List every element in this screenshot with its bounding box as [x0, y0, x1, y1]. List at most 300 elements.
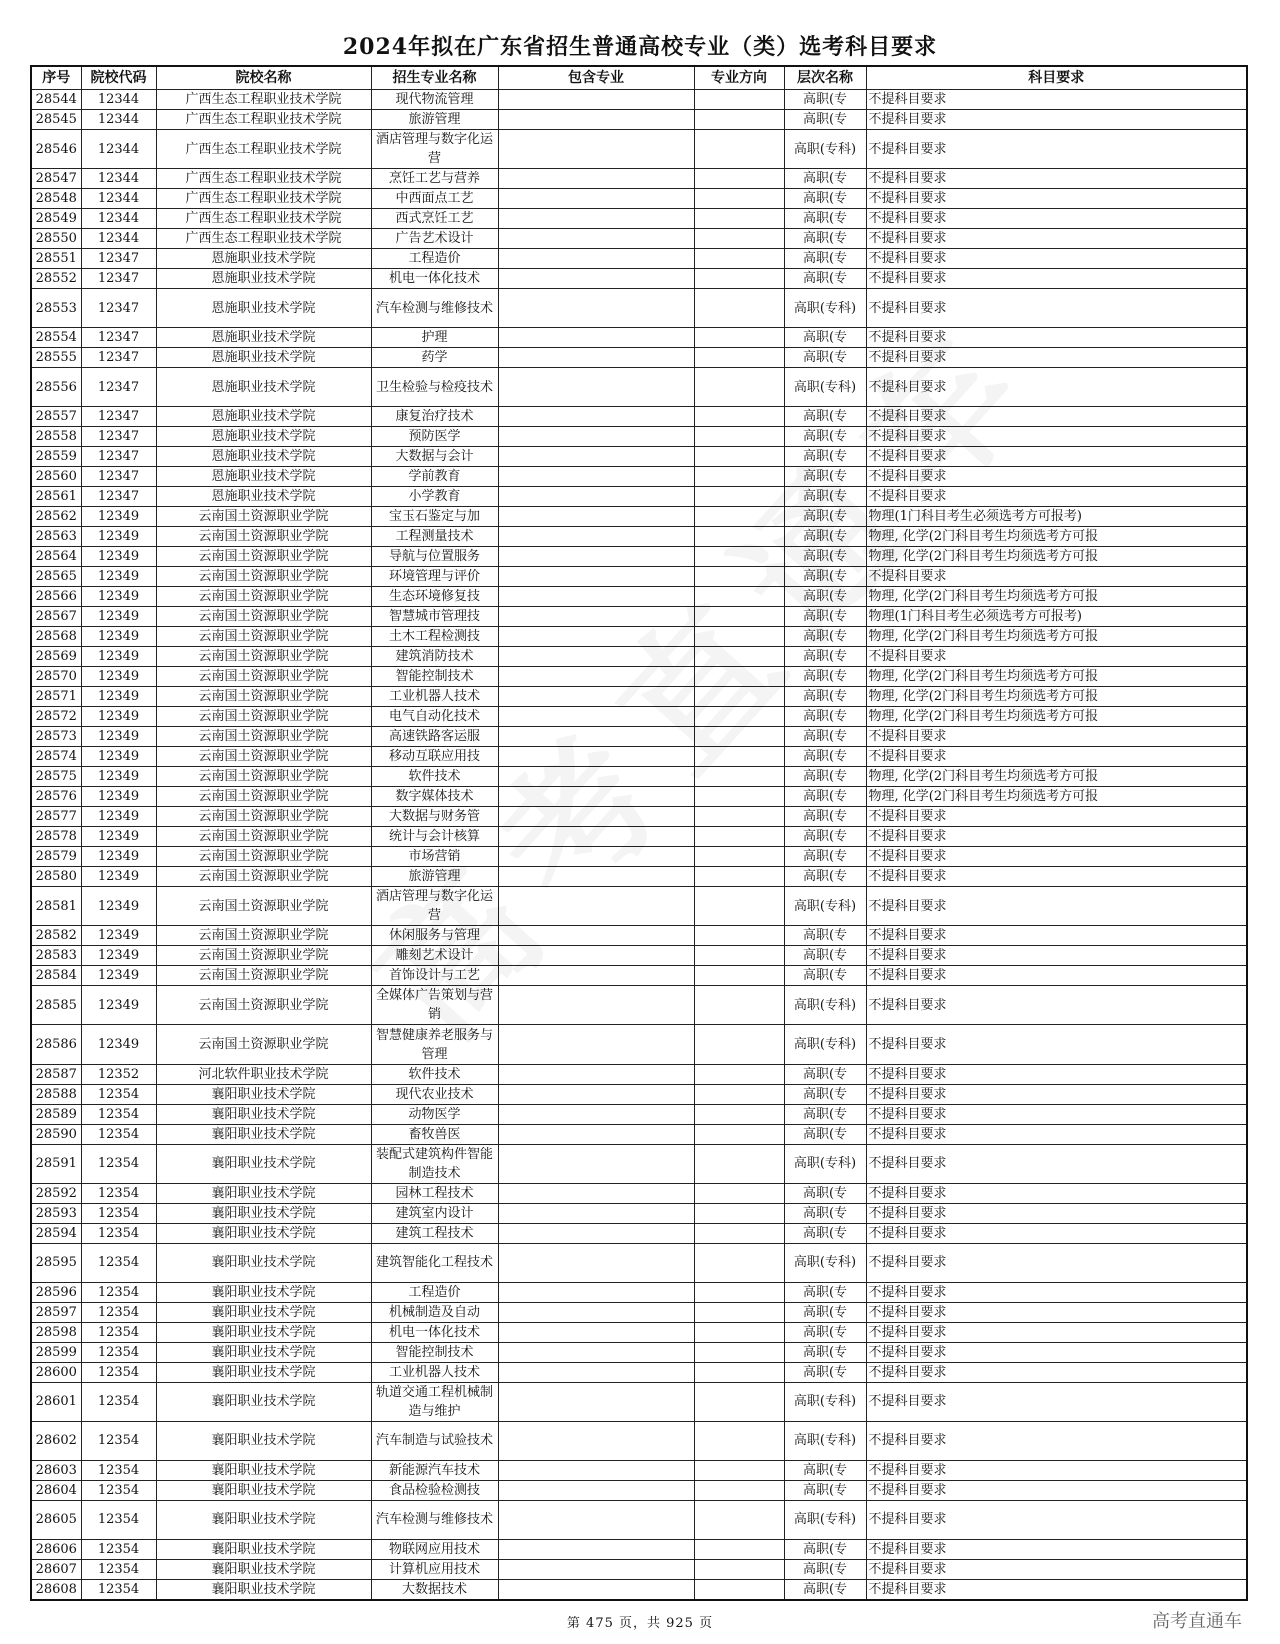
- cell-major-name: 动物医学: [371, 1104, 498, 1124]
- cell-major-direction: [694, 926, 784, 946]
- cell-seq: 28594: [31, 1223, 81, 1243]
- cell-seq: 28551: [31, 249, 81, 269]
- cell-included-majors: [498, 1382, 694, 1421]
- cell-seq: 28553: [31, 289, 81, 328]
- cell-level: 高职(专: [784, 747, 866, 767]
- cell-school-name: 广西生态工程职业技术学院: [156, 130, 371, 169]
- cell-school-name: 恩施职业技术学院: [156, 289, 371, 328]
- cell-major-name: 现代物流管理: [371, 90, 498, 110]
- table-row: [31, 647, 1247, 667]
- cell-school-code: 12347: [81, 407, 156, 427]
- cell-major-name: 软件技术: [371, 767, 498, 787]
- cell-level: 高职(专: [784, 90, 866, 110]
- cell-included-majors: [498, 328, 694, 348]
- cell-major-direction: [694, 1203, 784, 1223]
- cell-subject-requirement: 不提科目要求: [866, 1223, 1247, 1243]
- cell-school-name: 襄阳职业技术学院: [156, 1223, 371, 1243]
- table-row: [31, 189, 1247, 209]
- requirements-table: [30, 65, 1248, 1601]
- cell-major-direction: [694, 1183, 784, 1203]
- cell-major-direction: [694, 1322, 784, 1342]
- cell-subject-requirement: 不提科目要求: [866, 986, 1247, 1025]
- cell-major-direction: [694, 1421, 784, 1460]
- header-included-majors: 包含专业: [498, 66, 694, 90]
- cell-subject-requirement: 不提科目要求: [866, 847, 1247, 867]
- cell-level: 高职(专: [784, 507, 866, 527]
- cell-subject-requirement: 不提科目要求: [866, 1421, 1247, 1460]
- cell-major-direction: [694, 209, 784, 229]
- table-row: [31, 348, 1247, 368]
- cell-school-code: 12349: [81, 607, 156, 627]
- cell-seq: 28561: [31, 487, 81, 507]
- cell-major-name: 康复治疗技术: [371, 407, 498, 427]
- cell-school-code: 12349: [81, 1025, 156, 1064]
- cell-major-name: 智能控制技术: [371, 667, 498, 687]
- cell-major-direction: [694, 807, 784, 827]
- cell-included-majors: [498, 747, 694, 767]
- cell-school-name: 云南国土资源职业学院: [156, 607, 371, 627]
- cell-school-code: 12354: [81, 1322, 156, 1342]
- cell-school-name: 云南国土资源职业学院: [156, 727, 371, 747]
- cell-level: 高职(专科): [784, 1025, 866, 1064]
- cell-major-name: 工程测量技术: [371, 527, 498, 547]
- table-row: [31, 328, 1247, 348]
- header-major-name: 招生专业名称: [371, 66, 498, 90]
- cell-major-direction: [694, 1084, 784, 1104]
- cell-major-name: 建筑室内设计: [371, 1203, 498, 1223]
- cell-school-name: 襄阳职业技术学院: [156, 1460, 371, 1480]
- cell-included-majors: [498, 767, 694, 787]
- cell-school-name: 恩施职业技术学院: [156, 368, 371, 407]
- cell-major-direction: [694, 707, 784, 727]
- table-row: [31, 1025, 1247, 1064]
- cell-school-name: 恩施职业技术学院: [156, 249, 371, 269]
- table-row: [31, 847, 1247, 867]
- cell-included-majors: [498, 189, 694, 209]
- cell-school-name: 襄阳职业技术学院: [156, 1144, 371, 1183]
- cell-subject-requirement: 物理(1门科目考生必须选考方可报考): [866, 507, 1247, 527]
- cell-major-name: 酒店管理与数字化运营: [371, 130, 498, 169]
- cell-major-direction: [694, 827, 784, 847]
- cell-major-direction: [694, 348, 784, 368]
- cell-major-direction: [694, 169, 784, 189]
- cell-subject-requirement: 不提科目要求: [866, 1480, 1247, 1500]
- cell-major-name: 药学: [371, 348, 498, 368]
- table-row: [31, 727, 1247, 747]
- cell-major-name: 大数据与财务管: [371, 807, 498, 827]
- table-row: [31, 1223, 1247, 1243]
- cell-seq: 28555: [31, 348, 81, 368]
- cell-school-code: 12347: [81, 289, 156, 328]
- cell-major-direction: [694, 1342, 784, 1362]
- cell-subject-requirement: 不提科目要求: [866, 1084, 1247, 1104]
- cell-included-majors: [498, 847, 694, 867]
- table-row: [31, 1183, 1247, 1203]
- cell-school-code: 12349: [81, 567, 156, 587]
- cell-seq: 28608: [31, 1580, 81, 1601]
- cell-school-name: 云南国土资源职业学院: [156, 966, 371, 986]
- cell-level: 高职(专: [784, 348, 866, 368]
- cell-level: 高职(专科): [784, 887, 866, 926]
- cell-included-majors: [498, 1540, 694, 1560]
- cell-school-code: 12349: [81, 966, 156, 986]
- cell-seq: 28568: [31, 627, 81, 647]
- cell-seq: 28559: [31, 447, 81, 467]
- cell-school-code: 12349: [81, 707, 156, 727]
- cell-major-name: 软件技术: [371, 1064, 498, 1084]
- cell-included-majors: [498, 1362, 694, 1382]
- cell-level: 高职(专: [784, 1223, 866, 1243]
- cell-school-name: 广西生态工程职业技术学院: [156, 209, 371, 229]
- cell-school-name: 襄阳职业技术学院: [156, 1183, 371, 1203]
- cell-level: 高职(专: [784, 527, 866, 547]
- cell-major-name: 物联网应用技术: [371, 1540, 498, 1560]
- cell-major-name: 广告艺术设计: [371, 229, 498, 249]
- table-row: [31, 1580, 1247, 1601]
- cell-included-majors: [498, 1124, 694, 1144]
- cell-level: 高职(专: [784, 926, 866, 946]
- cell-major-name: 全媒体广告策划与营销: [371, 986, 498, 1025]
- cell-subject-requirement: 不提科目要求: [866, 946, 1247, 966]
- cell-school-code: 12349: [81, 627, 156, 647]
- cell-school-code: 12349: [81, 926, 156, 946]
- cell-school-code: 12349: [81, 547, 156, 567]
- cell-school-name: 云南国土资源职业学院: [156, 587, 371, 607]
- cell-included-majors: [498, 1025, 694, 1064]
- cell-school-code: 12349: [81, 946, 156, 966]
- cell-included-majors: [498, 587, 694, 607]
- cell-included-majors: [498, 607, 694, 627]
- cell-major-name: 宝玉石鉴定与加: [371, 507, 498, 527]
- cell-school-name: 云南国土资源职业学院: [156, 767, 371, 787]
- cell-seq: 28566: [31, 587, 81, 607]
- table-row: [31, 527, 1247, 547]
- table-row: [31, 707, 1247, 727]
- cell-level: 高职(专: [784, 647, 866, 667]
- cell-school-name: 恩施职业技术学院: [156, 328, 371, 348]
- cell-subject-requirement: 不提科目要求: [866, 1362, 1247, 1382]
- cell-school-code: 12344: [81, 90, 156, 110]
- cell-subject-requirement: 不提科目要求: [866, 887, 1247, 926]
- cell-school-name: 襄阳职业技术学院: [156, 1382, 371, 1421]
- cell-major-name: 护理: [371, 328, 498, 348]
- cell-seq: 28581: [31, 887, 81, 926]
- cell-seq: 28597: [31, 1302, 81, 1322]
- cell-major-name: 工程造价: [371, 1282, 498, 1302]
- table-row: [31, 627, 1247, 647]
- cell-school-name: 云南国土资源职业学院: [156, 946, 371, 966]
- cell-school-code: 12354: [81, 1243, 156, 1282]
- cell-level: 高职(专: [784, 827, 866, 847]
- table-header-row: [31, 66, 1247, 90]
- cell-level: 高职(专: [784, 407, 866, 427]
- cell-school-name: 襄阳职业技术学院: [156, 1104, 371, 1124]
- cell-subject-requirement: 不提科目要求: [866, 926, 1247, 946]
- cell-seq: 28599: [31, 1342, 81, 1362]
- cell-included-majors: [498, 1203, 694, 1223]
- cell-major-direction: [694, 328, 784, 348]
- cell-level: 高职(专: [784, 1203, 866, 1223]
- cell-level: 高职(专科): [784, 1382, 866, 1421]
- cell-included-majors: [498, 130, 694, 169]
- table-row: [31, 1362, 1247, 1382]
- cell-major-name: 食品检验检测技: [371, 1480, 498, 1500]
- cell-major-name: 环境管理与评价: [371, 567, 498, 587]
- cell-subject-requirement: 不提科目要求: [866, 447, 1247, 467]
- cell-school-code: 12354: [81, 1460, 156, 1480]
- cell-school-name: 河北软件职业技术学院: [156, 1064, 371, 1084]
- cell-subject-requirement: 不提科目要求: [866, 169, 1247, 189]
- cell-included-majors: [498, 1322, 694, 1342]
- cell-seq: 28602: [31, 1421, 81, 1460]
- cell-subject-requirement: 不提科目要求: [866, 1144, 1247, 1183]
- cell-seq: 28596: [31, 1282, 81, 1302]
- cell-school-name: 恩施职业技术学院: [156, 407, 371, 427]
- cell-major-direction: [694, 667, 784, 687]
- cell-included-majors: [498, 807, 694, 827]
- table-row: [31, 1243, 1247, 1282]
- cell-school-code: 12354: [81, 1540, 156, 1560]
- cell-included-majors: [498, 289, 694, 328]
- cell-school-code: 12347: [81, 348, 156, 368]
- cell-school-name: 襄阳职业技术学院: [156, 1302, 371, 1322]
- table-row: [31, 787, 1247, 807]
- table-row: [31, 986, 1247, 1025]
- table-row: [31, 130, 1247, 169]
- cell-school-name: 云南国土资源职业学院: [156, 887, 371, 926]
- cell-school-name: 云南国土资源职业学院: [156, 827, 371, 847]
- cell-school-name: 云南国土资源职业学院: [156, 527, 371, 547]
- cell-subject-requirement: 不提科目要求: [866, 647, 1247, 667]
- cell-school-name: 云南国土资源职业学院: [156, 567, 371, 587]
- table-row: [31, 807, 1247, 827]
- cell-level: 高职(专: [784, 867, 866, 887]
- cell-major-name: 汽车检测与维修技术: [371, 1500, 498, 1539]
- cell-major-direction: [694, 1124, 784, 1144]
- cell-school-name: 云南国土资源职业学院: [156, 667, 371, 687]
- cell-school-code: 12349: [81, 867, 156, 887]
- cell-major-name: 园林工程技术: [371, 1183, 498, 1203]
- table-row: [31, 547, 1247, 567]
- cell-seq: 28580: [31, 867, 81, 887]
- cell-major-direction: [694, 1064, 784, 1084]
- cell-seq: 28572: [31, 707, 81, 727]
- cell-subject-requirement: 物理(1门科目考生必须选考方可报考): [866, 607, 1247, 627]
- cell-school-code: 12354: [81, 1342, 156, 1362]
- table-row: [31, 687, 1247, 707]
- cell-included-majors: [498, 269, 694, 289]
- cell-included-majors: [498, 547, 694, 567]
- table-row: [31, 767, 1247, 787]
- cell-seq: 28575: [31, 767, 81, 787]
- cell-school-code: 12347: [81, 467, 156, 487]
- cell-subject-requirement: 不提科目要求: [866, 1322, 1247, 1342]
- cell-seq: 28558: [31, 427, 81, 447]
- cell-seq: 28554: [31, 328, 81, 348]
- cell-level: 高职(专: [784, 547, 866, 567]
- cell-included-majors: [498, 567, 694, 587]
- header-level: 层次名称: [784, 66, 866, 90]
- cell-major-direction: [694, 289, 784, 328]
- cell-school-code: 12354: [81, 1223, 156, 1243]
- cell-seq: 28588: [31, 1084, 81, 1104]
- table-row: [31, 946, 1247, 966]
- cell-level: 高职(专: [784, 1560, 866, 1580]
- cell-subject-requirement: 不提科目要求: [866, 1124, 1247, 1144]
- cell-major-direction: [694, 1460, 784, 1480]
- cell-school-name: 恩施职业技术学院: [156, 467, 371, 487]
- cell-major-name: 大数据技术: [371, 1580, 498, 1601]
- table-row: [31, 1144, 1247, 1183]
- cell-seq: 28546: [31, 130, 81, 169]
- cell-seq: 28601: [31, 1382, 81, 1421]
- cell-included-majors: [498, 1421, 694, 1460]
- cell-school-code: 12347: [81, 368, 156, 407]
- cell-subject-requirement: 不提科目要求: [866, 487, 1247, 507]
- cell-subject-requirement: 不提科目要求: [866, 1243, 1247, 1282]
- cell-school-code: 12347: [81, 269, 156, 289]
- cell-school-name: 襄阳职业技术学院: [156, 1421, 371, 1460]
- cell-school-name: 襄阳职业技术学院: [156, 1124, 371, 1144]
- cell-level: 高职(专: [784, 767, 866, 787]
- cell-seq: 28545: [31, 110, 81, 130]
- cell-school-name: 云南国土资源职业学院: [156, 627, 371, 647]
- header-subject-requirement: 科目要求: [866, 66, 1247, 90]
- cell-major-direction: [694, 647, 784, 667]
- cell-level: 高职(专科): [784, 289, 866, 328]
- cell-seq: 28578: [31, 827, 81, 847]
- cell-major-direction: [694, 1560, 784, 1580]
- cell-major-name: 中西面点工艺: [371, 189, 498, 209]
- cell-major-direction: [694, 787, 784, 807]
- cell-subject-requirement: 不提科目要求: [866, 966, 1247, 986]
- cell-school-name: 恩施职业技术学院: [156, 487, 371, 507]
- cell-seq: 28595: [31, 1243, 81, 1282]
- cell-subject-requirement: 物理, 化学(2门科目考生均须选考方可报: [866, 587, 1247, 607]
- cell-school-code: 12349: [81, 847, 156, 867]
- header-seq: 序号: [31, 66, 81, 90]
- cell-level: 高职(专: [784, 169, 866, 189]
- cell-school-name: 广西生态工程职业技术学院: [156, 229, 371, 249]
- cell-included-majors: [498, 1500, 694, 1539]
- cell-major-direction: [694, 747, 784, 767]
- cell-level: 高职(专科): [784, 1500, 866, 1539]
- cell-included-majors: [498, 1342, 694, 1362]
- cell-school-name: 襄阳职业技术学院: [156, 1322, 371, 1342]
- cell-major-name: 高速铁路客运服: [371, 727, 498, 747]
- cell-subject-requirement: 不提科目要求: [866, 1460, 1247, 1480]
- cell-major-direction: [694, 1144, 784, 1183]
- cell-major-direction: [694, 547, 784, 567]
- cell-seq: 28574: [31, 747, 81, 767]
- cell-subject-requirement: 不提科目要求: [866, 110, 1247, 130]
- cell-major-name: 畜牧兽医: [371, 1124, 498, 1144]
- cell-level: 高职(专: [784, 189, 866, 209]
- cell-level: 高职(专科): [784, 368, 866, 407]
- cell-school-name: 广西生态工程职业技术学院: [156, 189, 371, 209]
- cell-subject-requirement: 不提科目要求: [866, 1183, 1247, 1203]
- cell-included-majors: [498, 1183, 694, 1203]
- table-row: [31, 607, 1247, 627]
- cell-included-majors: [498, 1064, 694, 1084]
- cell-school-name: 云南国土资源职业学院: [156, 847, 371, 867]
- cell-school-code: 12354: [81, 1480, 156, 1500]
- cell-subject-requirement: 物理, 化学(2门科目考生均须选考方可报: [866, 767, 1247, 787]
- cell-included-majors: [498, 1104, 694, 1124]
- table-row: [31, 507, 1247, 527]
- table-row: [31, 1382, 1247, 1421]
- cell-seq: 28582: [31, 926, 81, 946]
- cell-included-majors: [498, 90, 694, 110]
- cell-school-code: 12354: [81, 1560, 156, 1580]
- cell-major-direction: [694, 447, 784, 467]
- cell-major-name: 智慧城市管理技: [371, 607, 498, 627]
- cell-school-name: 襄阳职业技术学院: [156, 1500, 371, 1539]
- table-row: [31, 1322, 1247, 1342]
- cell-included-majors: [498, 487, 694, 507]
- cell-school-code: 12349: [81, 527, 156, 547]
- cell-level: 高职(专: [784, 487, 866, 507]
- cell-seq: 28604: [31, 1480, 81, 1500]
- cell-level: 高职(专: [784, 427, 866, 447]
- cell-major-direction: [694, 467, 784, 487]
- cell-major-name: 建筑工程技术: [371, 1223, 498, 1243]
- cell-school-code: 12349: [81, 587, 156, 607]
- table-row: [31, 667, 1247, 687]
- cell-school-name: 云南国土资源职业学院: [156, 647, 371, 667]
- cell-school-name: 广西生态工程职业技术学院: [156, 110, 371, 130]
- cell-level: 高职(专: [784, 110, 866, 130]
- cell-major-direction: [694, 607, 784, 627]
- cell-major-direction: [694, 368, 784, 407]
- cell-seq: 28570: [31, 667, 81, 687]
- cell-major-direction: [694, 269, 784, 289]
- cell-major-name: 旅游管理: [371, 867, 498, 887]
- cell-seq: 28577: [31, 807, 81, 827]
- cell-major-name: 新能源汽车技术: [371, 1460, 498, 1480]
- cell-seq: 28584: [31, 966, 81, 986]
- table-row: [31, 110, 1247, 130]
- cell-included-majors: [498, 427, 694, 447]
- cell-seq: 28585: [31, 986, 81, 1025]
- cell-level: 高职(专: [784, 1480, 866, 1500]
- table-row: [31, 169, 1247, 189]
- cell-included-majors: [498, 229, 694, 249]
- table-row: [31, 1500, 1247, 1539]
- cell-included-majors: [498, 169, 694, 189]
- cell-seq: 28573: [31, 727, 81, 747]
- header-school-name: 院校名称: [156, 66, 371, 90]
- cell-school-code: 12344: [81, 209, 156, 229]
- cell-major-name: 市场营销: [371, 847, 498, 867]
- cell-included-majors: [498, 887, 694, 926]
- cell-level: 高职(专科): [784, 1421, 866, 1460]
- cell-subject-requirement: 不提科目要求: [866, 747, 1247, 767]
- cell-school-name: 云南国土资源职业学院: [156, 507, 371, 527]
- cell-subject-requirement: 不提科目要求: [866, 1064, 1247, 1084]
- cell-included-majors: [498, 249, 694, 269]
- cell-level: 高职(专: [784, 447, 866, 467]
- cell-seq: 28548: [31, 189, 81, 209]
- cell-level: 高职(专: [784, 1124, 866, 1144]
- cell-included-majors: [498, 110, 694, 130]
- cell-seq: 28592: [31, 1183, 81, 1203]
- cell-subject-requirement: 物理, 化学(2门科目考生均须选考方可报: [866, 547, 1247, 567]
- table-row: [31, 1560, 1247, 1580]
- cell-major-direction: [694, 527, 784, 547]
- cell-included-majors: [498, 348, 694, 368]
- cell-included-majors: [498, 1302, 694, 1322]
